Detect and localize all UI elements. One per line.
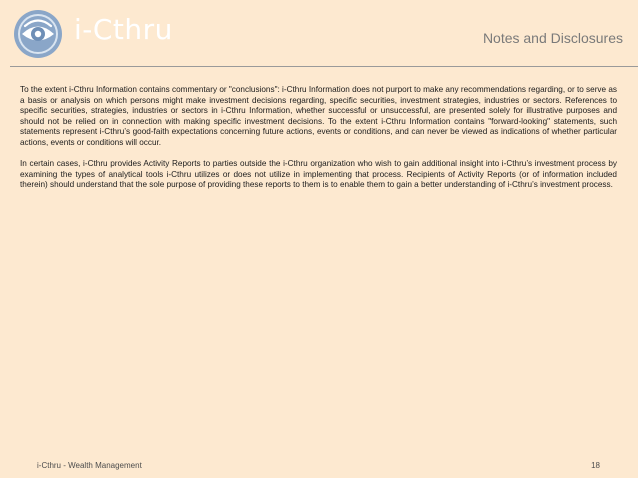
footer-company: i-Cthru - Wealth Management — [37, 461, 142, 470]
header-divider — [10, 66, 638, 67]
slide-header — [0, 0, 638, 66]
disclosure-paragraph-activity-reports: In certain cases, i-Cthru provides Activity Reports to parties outside the i-Cthru organization who wish to gain additional insight into i-Cthru’s investment process by examining the types of analytical tools i-Cthru utilizes or does not utilize in implementing that process. Recipients of Activity Reports (or of information included therein) should understand that the sole purpose of providing these reports to them is to enable them to gain a better understanding of i-Cthru’s investment process. — [20, 159, 617, 190]
page-title: Notes and Disclosures — [482, 30, 623, 46]
disclosure-body — [20, 85, 617, 202]
disclosure-paragraph-commentary: To the extent i-Cthru Information contains commentary or "conclusions": i-Cthru Information does not purport to make any recommendations regarding, or to serve as a basis or analysis on which persons might make investment decisions regarding, specific securities, investment strategies, industries or sectors. References to specific securities, strategies, industries or sectors in i-Cthru Information, whether successful or unsuccessful, are presented solely for illustrative purposes and should not be relied on in connection with making specific investment decisions. To the extent i-Cthru Information contains "forward-looking" statements, such statements represent i-Cthru’s good-faith expectations concerning future actions, events or conditions, and can never be viewed as indications of whether particular actions, events or conditions will occur. — [20, 85, 617, 147]
logo-wordmark: i-Cthru — [74, 13, 173, 46]
footer-page-number: 18 — [591, 461, 600, 470]
eye-logo-icon — [13, 9, 63, 59]
